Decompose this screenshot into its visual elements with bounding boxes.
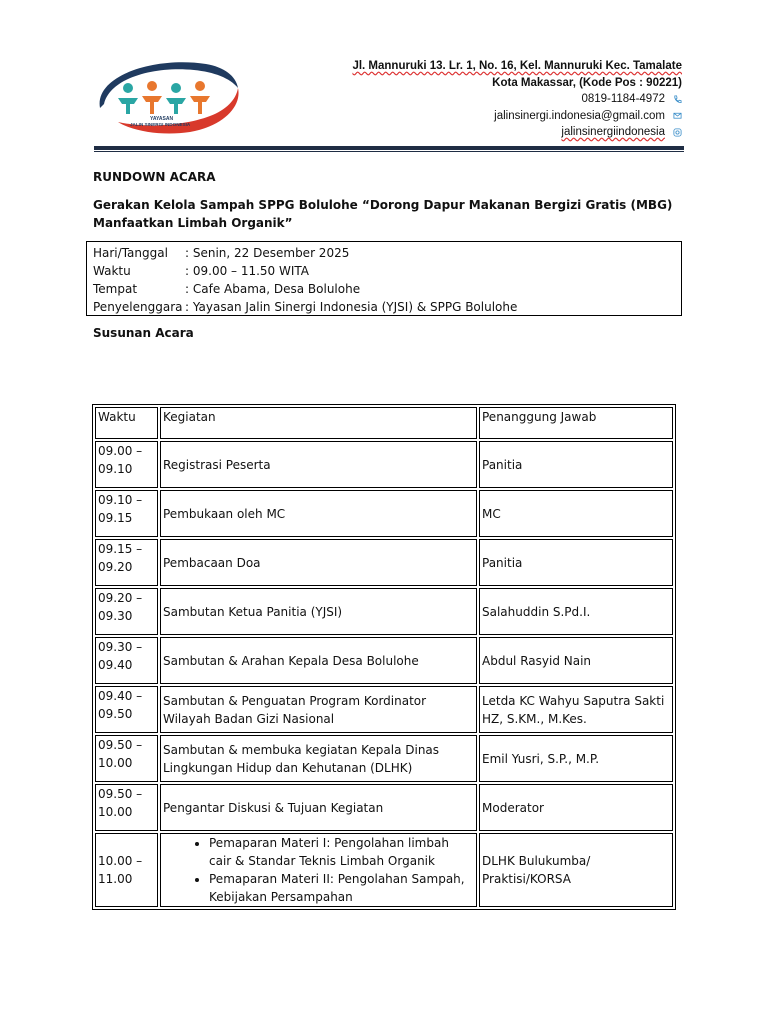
table-row [95,735,673,782]
social-handle[interactable]: jalinsinergiindonesia [561,126,665,138]
document-subtitle: Gerakan Kelola Sampah SPPG Bolulohe “Dorong Dapur Makanan Bergizi Gratis (MBG) Manfaatkan Limbah Organik” [93,198,673,230]
email-address[interactable]: jalinsinergi.indonesia@gmail.com [494,109,665,122]
cell-pic: DLHK Bulukumba/ Praktisi/KORSA [479,833,673,907]
cell-pic: Letda KC Wahyu Saputra Sakti HZ, S.KM., M.Kes. [479,686,673,733]
phone-number: 0819-1184-4972 [581,93,665,105]
logo-text-name: JALIN SINERGI INDONESIA [130,122,191,127]
table-row [95,686,673,733]
info-row-place [93,280,675,298]
cell-activity: Sambutan & membuka kegiatan Kepala Dinas Lingkungan Hidup dan Kehutanan (DLHK) [160,735,477,782]
table-header-row [95,407,673,439]
letterhead-address [352,58,682,141]
table-row [95,784,673,831]
mail-icon [673,111,682,120]
cell-pic: MC [479,490,673,537]
cell-time: 09.15 – 09.20 [95,539,158,586]
cell-time: 09.30 – 09.40 [95,637,158,684]
table-row [95,490,673,537]
yjsi-logo [94,56,242,136]
cell-activity: Pembacaan Doa [160,539,477,586]
section-title: Susunan Acara [93,326,194,340]
info-row-time [93,262,675,280]
presentation-list [163,834,474,906]
cell-activity: Pembukaan oleh MC [160,490,477,537]
cell-activity: Registrasi Peserta [160,441,477,488]
letterhead-rule-thick [94,146,684,150]
info-value: : Cafe Abama, Desa Bolulohe [185,282,361,296]
cell-time: 09.50 – 10.00 [95,735,158,782]
cell-pic: Emil Yusri, S.P., M.P. [479,735,673,782]
info-row-date [93,244,675,262]
info-value: : 09.00 – 11.50 WITA [185,264,310,278]
cell-time: 10.00 – 11.00 [95,833,158,907]
cell-time: 09.10 – 09.15 [95,490,158,537]
info-key: Hari/Tanggal [93,246,168,260]
cell-pic: Panitia [479,539,673,586]
address-line-1: Jl. Mannuruki 13. Lr. 1, No. 16, Kel. Mannuruki Kec. Tamalate [352,60,682,72]
header-cell-pic: Penanggung Jawab [479,407,673,439]
cell-activity: Sambutan & Penguatan Program Kordinator Wilayah Badan Gizi Nasional [160,686,477,733]
info-key: Waktu [93,264,131,278]
table-row [95,441,673,488]
letterhead-rule-thin [94,151,684,152]
table-row [95,637,673,684]
phone-row [352,91,682,108]
cell-pic: Moderator [479,784,673,831]
list-item: • Pemaparan Materi II: Pengolahan Sampah, Kebijakan Persampahan [209,870,474,906]
list-item: • Pemaparan Materi I: Pengolahan limbah cair & Standar Teknis Limbah Organik [209,834,474,870]
event-info-box [86,241,682,316]
cell-activity-list [160,833,477,907]
cell-time: 09.20 – 09.30 [95,588,158,635]
table-row [95,833,673,907]
header-cell-time: Waktu [95,407,158,439]
info-row-organizer [93,298,675,316]
schedule-table [92,404,676,910]
header-cell-activity: Kegiatan [160,407,477,439]
info-key: Tempat [93,282,138,296]
info-value: : Senin, 22 Desember 2025 [185,246,350,260]
cell-activity: Sambutan Ketua Panitia (YJSI) [160,588,477,635]
cell-activity: Pengantar Diskusi & Tujuan Kegiatan [160,784,477,831]
logo-text-yayasan: YAYASAN [150,116,174,122]
phone-icon [673,95,682,104]
cell-time: 09.00 – 09.10 [95,441,158,488]
cell-activity: Sambutan & Arahan Kepala Desa Bolulohe [160,637,477,684]
cell-time: 09.50 – 10.00 [95,784,158,831]
cell-pic: Abdul Rasyid Nain [479,637,673,684]
table-row [95,539,673,586]
email-row [352,108,682,125]
instagram-icon [673,128,682,137]
document-heading: RUNDOWN ACARA [93,170,216,184]
address-line-2: Kota Makassar, (Kode Pos : 90221) [492,76,682,89]
social-row [352,124,682,141]
cell-pic: Panitia [479,441,673,488]
info-key: Penyelenggara [93,300,183,314]
table-row [95,588,673,635]
cell-pic: Salahuddin S.Pd.I. [479,588,673,635]
cell-time: 09.40 – 09.50 [95,686,158,733]
info-value: : Yayasan Jalin Sinergi Indonesia (YJSI) & SPPG Bolulohe [185,300,518,314]
